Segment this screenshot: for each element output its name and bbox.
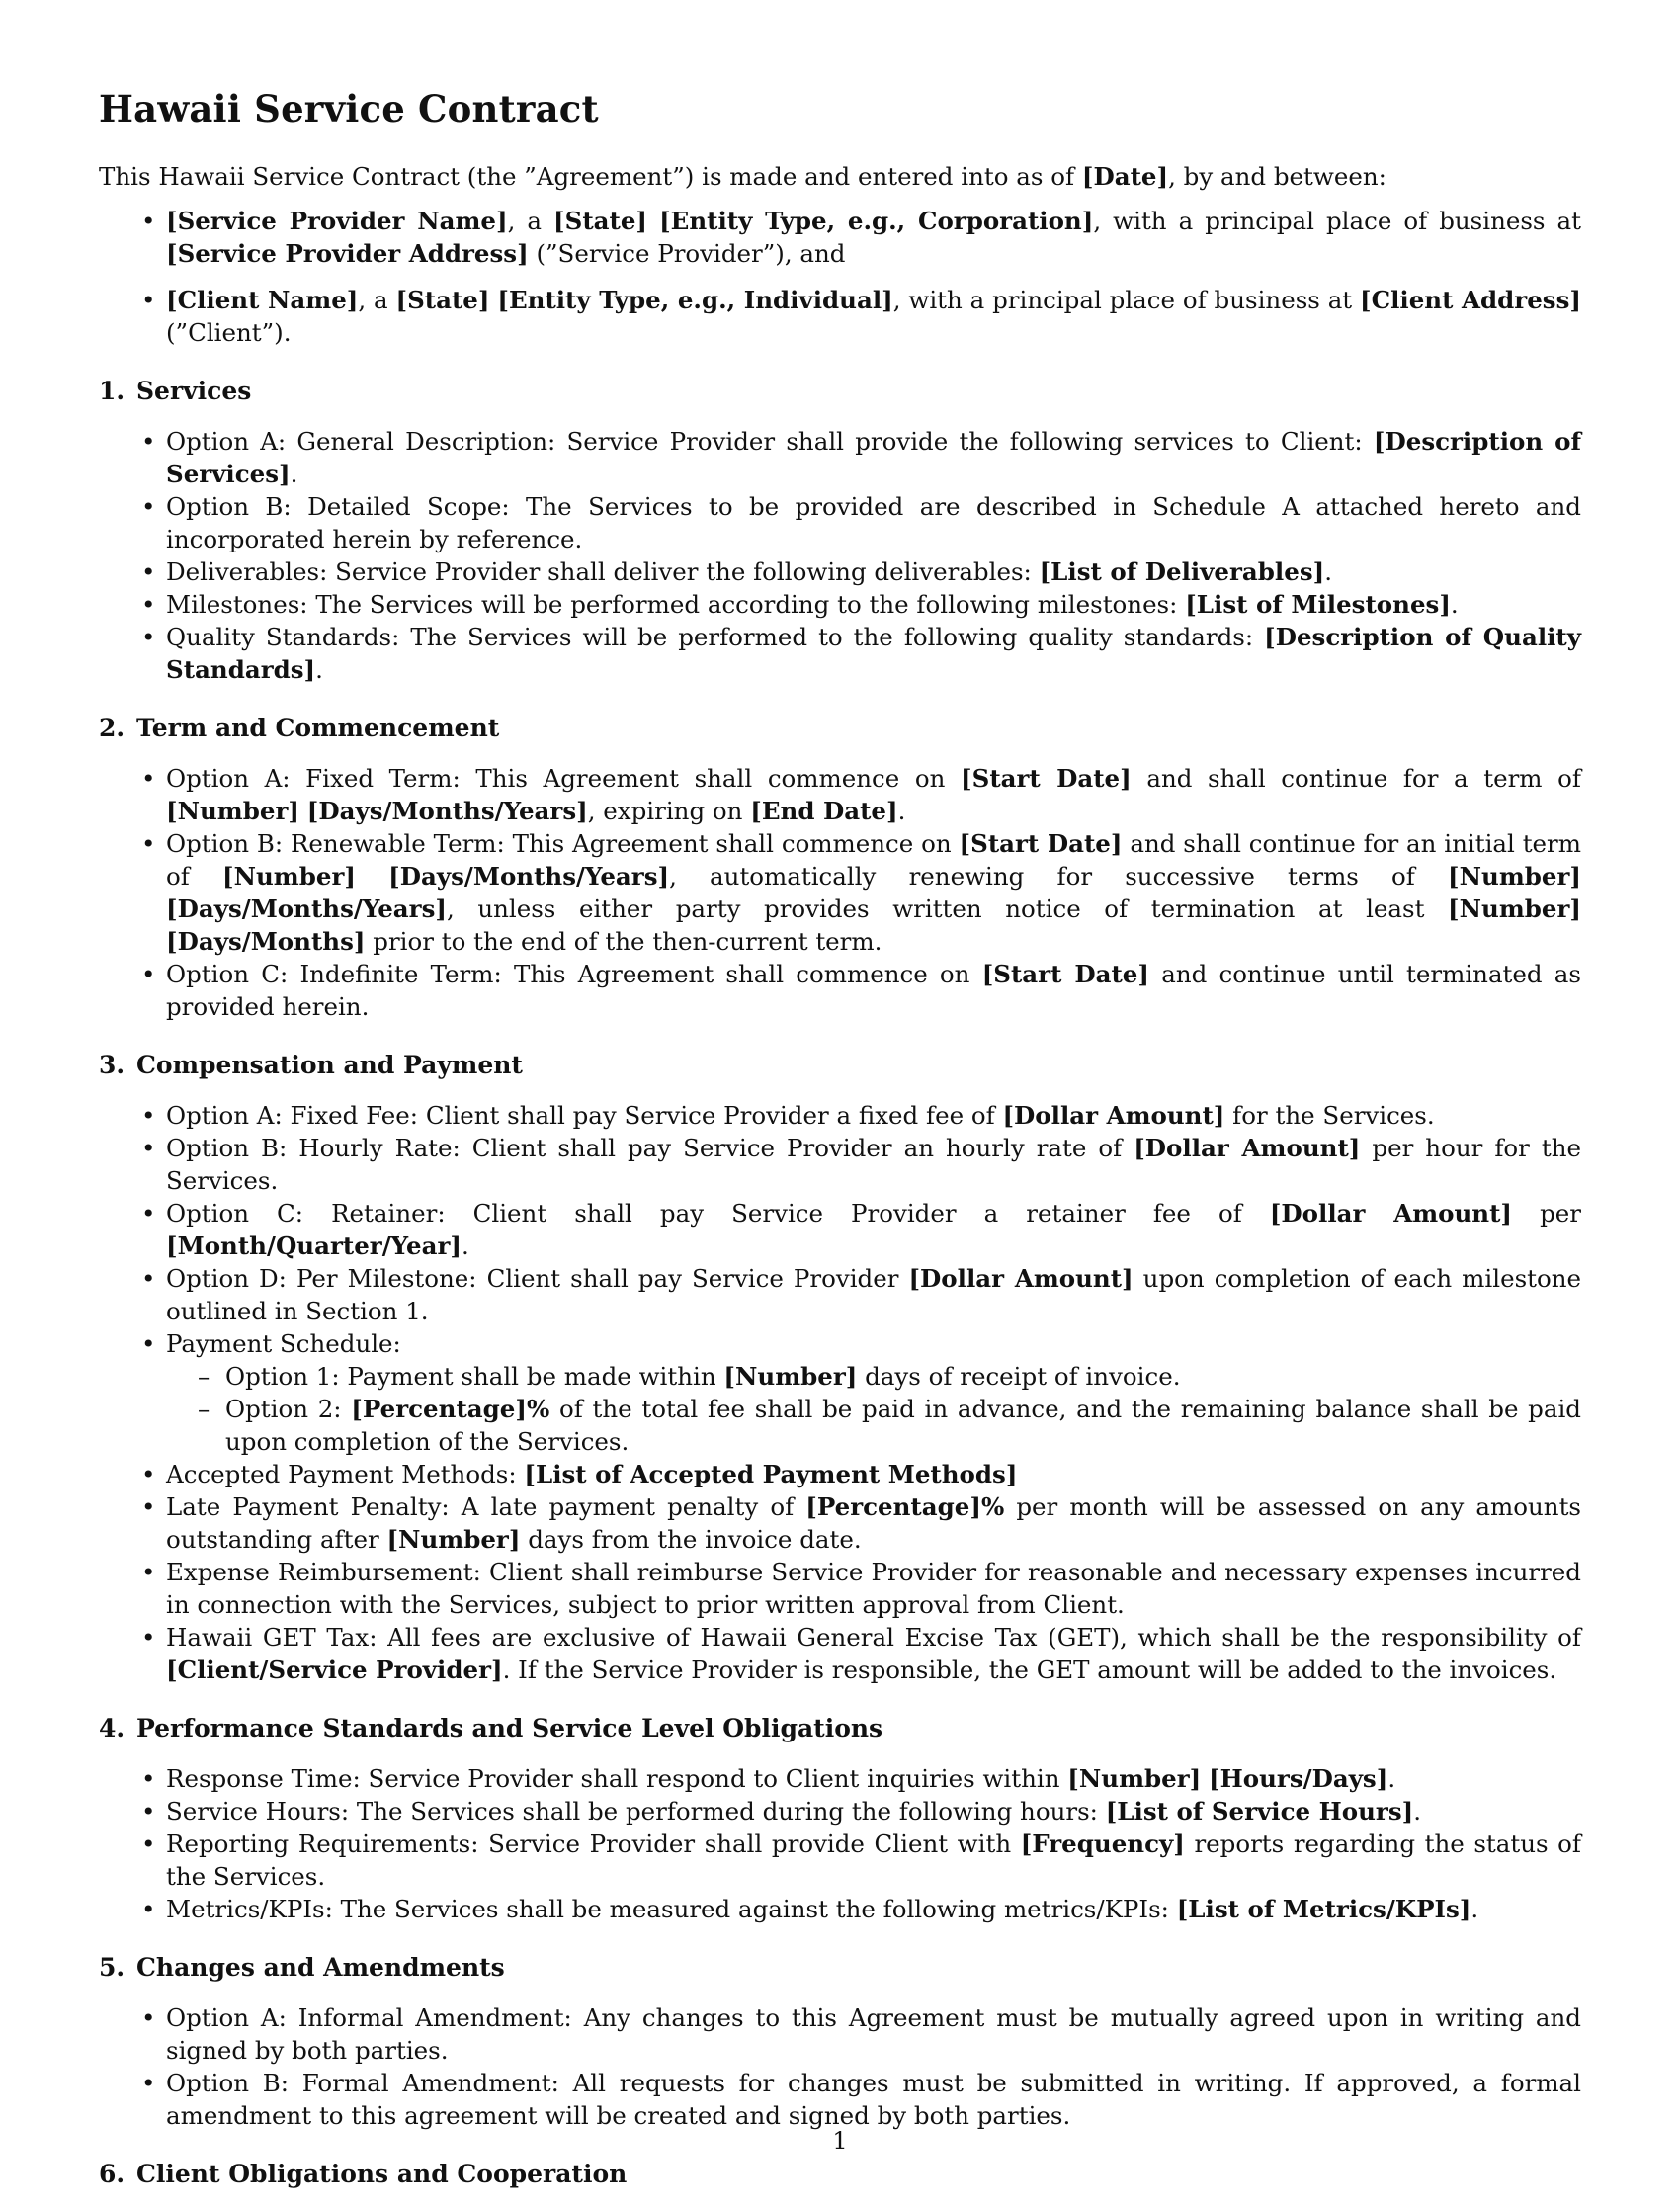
intro-paragraph: This Hawaii Service Contract (the ”Agreement”) is made and entered into as of [Date], by and between: xyxy=(99,162,1386,191)
list-item: – Option 2: [Percentage]% of the total fee shall be paid in advance, and the remaining balance shall be paid upon completion of the Services. xyxy=(225,1393,1581,1458)
parties-list xyxy=(99,205,1581,349)
term-list xyxy=(99,762,1581,1023)
section-heading-client-obligations: 6. Client Obligations and Cooperation xyxy=(99,2160,628,2188)
list-item: • Milestones: The Services will be performed according to the following milestones: [List of Milestones]. xyxy=(166,588,1581,621)
list-item: • Late Payment Penalty: A late payment penalty of [Percentage]% per month will be assessed on any amounts outstanding after [Number] days from the invoice date. xyxy=(166,1490,1581,1556)
list-item: • Option D: Per Milestone: Client shall pay Service Provider [Dollar Amount] upon completion of each milestone outlined in Section 1. xyxy=(166,1262,1581,1327)
list-item: • Accepted Payment Methods: [List of Accepted Payment Methods] xyxy=(166,1458,1581,1490)
list-item: • Service Hours: The Services shall be performed during the following hours: [List of Service Hours]. xyxy=(166,1795,1581,1827)
payment-schedule-list xyxy=(166,1360,1581,1458)
list-item: • Payment Schedule: – Option 1: Payment shall be made within [Number] days of receipt of invoice. – Option 2: [Percentage]% of the total fee shall be paid in advance, and the remaining balance shall be paid upon completion of the Services. xyxy=(166,1327,1581,1458)
list-item: • Quality Standards: The Services will be performed to the following quality standards: [Description of Quality Standards]. xyxy=(166,621,1581,686)
list-item: • Option B: Detailed Scope: The Services to be provided are described in Schedule A attached hereto and incorporated herein by reference. xyxy=(166,490,1581,555)
list-item: • Option B: Formal Amendment: All requests for changes must be submitted in writing. If approved, a formal amendment to this agreement will be created and signed by both parties. xyxy=(166,2067,1581,2132)
page-number: 1 xyxy=(832,2127,848,2155)
list-item: – Option 1: Payment shall be made within [Number] days of receipt of invoice. xyxy=(225,1360,1581,1393)
list-item: • Metrics/KPIs: The Services shall be measured against the following metrics/KPIs: [List of Metrics/KPIs]. xyxy=(166,1893,1581,1925)
section-heading-services: 1. Services xyxy=(99,377,252,405)
list-item: • Option C: Retainer: Client shall pay Service Provider a retainer fee of [Dollar Amount] per [Month/Quarter/Year]. xyxy=(166,1197,1581,1262)
section-heading-amendments: 5. Changes and Amendments xyxy=(99,1953,505,1982)
document-title: Hawaii Service Contract xyxy=(99,87,599,130)
performance-list xyxy=(99,1762,1581,1925)
list-item: • Deliverables: Service Provider shall deliver the following deliverables: [List of Deliverables]. xyxy=(166,555,1581,588)
party-service-provider: • [Service Provider Name], a [State] [Entity Type, e.g., Corporation], with a principal place of business at [Service Provider Address] (”Service Provider”), and xyxy=(166,205,1581,270)
list-item: • Option B: Hourly Rate: Client shall pay Service Provider an hourly rate of [Dollar Amount] per hour for the Services. xyxy=(166,1132,1581,1197)
list-item: • Option A: Fixed Term: This Agreement shall commence on [Start Date] and shall continue for a term of [Number] [Days/Months/Years], expiring on [End Date]. xyxy=(166,762,1581,827)
party-client: • [Client Name], a [State] [Entity Type, e.g., Individual], with a principal place of business at [Client Address] (”Client”). xyxy=(166,284,1581,349)
list-item: • Option A: Informal Amendment: Any changes to this Agreement must be mutually agreed upon in writing and signed by both parties. xyxy=(166,2001,1581,2067)
section-heading-term: 2. Term and Commencement xyxy=(99,714,500,742)
section-heading-compensation: 3. Compensation and Payment xyxy=(99,1051,523,1079)
contract-page xyxy=(99,87,1581,2208)
compensation-list xyxy=(99,1099,1581,1686)
list-item: • Option A: General Description: Service Provider shall provide the following services to Client: [Description of Services]. xyxy=(166,425,1581,490)
services-list xyxy=(99,425,1581,686)
amendments-list xyxy=(99,2001,1581,2132)
list-item: • Option A: Fixed Fee: Client shall pay Service Provider a fixed fee of [Dollar Amount] for the Services. xyxy=(166,1099,1581,1132)
section-heading-performance: 4. Performance Standards and Service Level Obligations xyxy=(99,1714,883,1742)
list-item: • Option C: Indefinite Term: This Agreement shall commence on [Start Date] and continue until terminated as provided herein. xyxy=(166,958,1581,1023)
list-item: • Response Time: Service Provider shall respond to Client inquiries within [Number] [Hours/Days]. xyxy=(166,1762,1581,1795)
list-item: • Hawaii GET Tax: All fees are exclusive of Hawaii General Excise Tax (GET), which shall be the responsibility of [Client/Service Provider]. If the Service Provider is responsible, the GET amount will be added to the invoices. xyxy=(166,1621,1581,1686)
date-placeholder: [Date] xyxy=(1081,162,1169,191)
list-item: • Reporting Requirements: Service Provider shall provide Client with [Frequency] reports regarding the status of the Services. xyxy=(166,1827,1581,1893)
list-item: • Option B: Renewable Term: This Agreement shall commence on [Start Date] and shall continue for an initial term of [Number] [Days/Months/Years], automatically renewing for successive terms of [Number] [Days/Months/Years], unless either party provides written notice of termination at least [Number] [Days/Months] prior to the end of the then-current term. xyxy=(166,827,1581,958)
list-item: • Expense Reimbursement: Client shall reimburse Service Provider for reasonable and necessary expenses incurred in connection with the Services, subject to prior written approval from Client. xyxy=(166,1556,1581,1621)
